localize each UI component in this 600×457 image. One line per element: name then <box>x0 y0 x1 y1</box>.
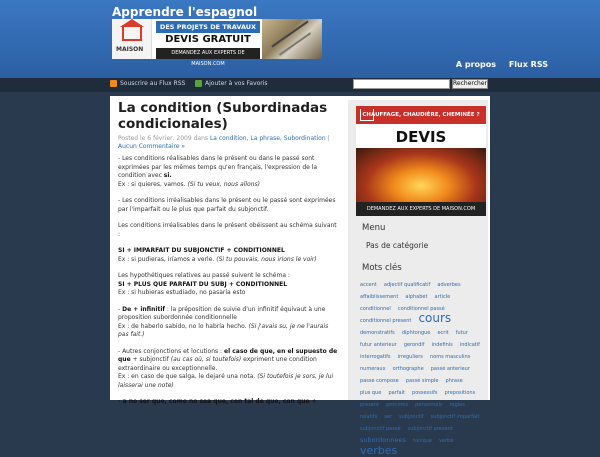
tag-link[interactable]: cours <box>418 311 452 325</box>
add-favorites-link[interactable]: Ajouter à vos Favoris <box>205 80 268 87</box>
tag-link[interactable]: numeraux <box>360 366 386 372</box>
paragraph: Les hypothétiques relatives au passé suivent le schéma : SI + PLUS QUE PARFAIT DU SUBJ + CONDITIONNEL Ex : si hubieras estudiado, no pasaría esto <box>118 272 290 296</box>
tags-heading: Mots clés <box>362 263 402 273</box>
menu-heading: Menu <box>362 223 386 233</box>
rss-icon <box>110 80 117 87</box>
post <box>118 100 338 405</box>
house-icon <box>360 109 374 121</box>
post-meta <box>118 135 338 151</box>
tag-link[interactable]: possessifs <box>412 390 438 396</box>
post-categories[interactable]: La condition, La phrase, Subordination <box>209 135 326 142</box>
tag-link[interactable]: demonstratifs <box>360 330 395 336</box>
category-item[interactable]: Pas de catégorie <box>366 241 429 250</box>
tag-link[interactable]: regles <box>449 402 465 408</box>
tag-link[interactable]: noms masculins <box>429 354 471 360</box>
tag-link[interactable]: passé anterieur <box>430 366 470 372</box>
tag-link[interactable]: passe compose <box>360 378 399 384</box>
paragraph: - Les conditions réalisables dans le présent ou dans le passé sont exprimées par les mêmes temps qu'en français, l'expression de la condition avec si. Ex : si quieres, vamos. (Si tu veux, nous allons) <box>118 155 318 188</box>
tag-link[interactable]: subjonctif imparfait <box>430 414 480 420</box>
meta-separator: | <box>327 135 330 142</box>
tag-link[interactable]: phrase <box>445 378 463 384</box>
tag-link[interactable]: adjectif qualificatif <box>383 282 431 288</box>
tag-link[interactable]: conditionnel passé <box>397 306 445 312</box>
tag-link[interactable]: prepositions <box>444 390 476 396</box>
tag-link[interactable]: orthographe <box>392 366 424 372</box>
tag-link[interactable]: affaiblissement <box>360 294 399 300</box>
ad-title: DEVIS <box>395 128 447 146</box>
tag-link[interactable]: futur anterieur <box>360 342 397 348</box>
tag-link[interactable]: pronoms <box>386 402 408 408</box>
banner-line2: DEVIS GRATUIT <box>165 34 251 45</box>
tag-link[interactable]: conditionnel <box>360 306 391 312</box>
site-title[interactable]: Apprendre l'espagnol <box>112 5 258 19</box>
tag-link[interactable]: diphtongue <box>401 330 431 336</box>
tag-link[interactable]: personnels <box>415 402 443 408</box>
nav-flux-rss[interactable]: Flux RSS <box>508 60 548 69</box>
maison-logo <box>112 19 152 59</box>
post-body <box>118 155 338 407</box>
post-date: Posted le 6 février, 2009 dans <box>118 135 209 142</box>
paragraph: - a no ser que, como no sea que, con tal de que, con que + <box>118 398 317 405</box>
paragraph: - Autres conjonctions et locutions : el caso de que, en el supuesto de que + subjonctif (au cas où, si toutefois) expriment une condition extraordinaire ou exceptionnelle. Ex : en caso de que salga, le dejaré una nota. (Si toutefois je sors, je lui laisserai une note) <box>118 347 338 389</box>
post-comments-link[interactable]: Aucun Commentaire » <box>118 143 186 150</box>
favorites-icon <box>195 80 202 87</box>
fireplace-image <box>356 148 486 202</box>
tag-link[interactable]: adverbes <box>437 282 461 288</box>
banner-line1: DES PROJETS DE TRAVAUX <box>156 21 260 33</box>
tag-link[interactable]: passé simple <box>405 378 439 384</box>
tag-link[interactable]: present <box>360 402 380 408</box>
tag-link[interactable]: verbe <box>439 438 454 444</box>
tag-link[interactable]: subjonctif passé <box>360 426 401 432</box>
banner-line3: DEMANDEZ AUX EXPERTS DE MAISON.COM <box>156 48 260 59</box>
tag-link[interactable]: conditionnel present <box>360 318 412 324</box>
tag-link[interactable]: parfait <box>388 390 405 396</box>
search-button[interactable]: Rechercher <box>453 80 487 87</box>
tag-link[interactable]: futur <box>455 330 468 336</box>
ad-bottom-text: DEMANDEZ AUX EXPERTS DE MAISON.COM <box>356 202 486 216</box>
tag-cloud <box>360 277 485 457</box>
tag-link[interactable]: indicatif <box>459 342 480 348</box>
tag-link[interactable]: accent <box>360 282 377 288</box>
tag-link[interactable]: subjonctif present <box>407 426 453 432</box>
search-input[interactable] <box>353 79 450 89</box>
rss-subscribe-link[interactable]: Souscrire au Flux RSS <box>120 80 186 87</box>
tag-link[interactable]: interrogatifs <box>360 354 391 360</box>
paragraph: SI + IMPARFAIT DU SUBJONCTIF + CONDITIONNEL Ex : si pudieras, iríamos a verle. (Si tu pouvais, nous irions le voir) <box>118 247 317 263</box>
house-icon <box>122 25 142 41</box>
paragraph: - De + infinitif : la préposition de suivie d'un infinitif équivaut à une proposition subordonnée conditionnelle Ex : de haberlo sabido, no lo habría hecho. (Si j'avais su, je ne l'aurais pas fait.) <box>118 305 329 338</box>
drill-bit-icon <box>271 21 308 48</box>
tag-link[interactable]: irreguliers <box>397 354 423 360</box>
paragraph: Les conditions irréalisables dans le présent obéissent au schéma suivant : <box>118 222 337 238</box>
ad-top-text: CHAUFFAGE, CHAUDIÈRE, CHEMINÉE ? <box>356 106 486 124</box>
tag-link[interactable]: alphabet <box>405 294 428 300</box>
banner-brand: MAISON <box>116 46 144 53</box>
tag-link[interactable]: article <box>434 294 451 300</box>
tag-link[interactable]: indefinis <box>431 342 453 348</box>
tag-link[interactable]: subordonnees <box>360 436 406 444</box>
tools-image <box>262 19 322 59</box>
tag-link[interactable]: ecrit <box>437 330 449 336</box>
tag-link[interactable]: relatifs <box>360 414 378 420</box>
tag-link[interactable]: gerondif <box>403 342 425 348</box>
sub-bar <box>0 78 600 92</box>
post-title[interactable]: La condition (Subordinadas condicionales) <box>118 100 328 132</box>
tag-link[interactable]: plus que <box>360 390 382 396</box>
tag-link[interactable]: ser <box>384 414 393 420</box>
tag-link[interactable]: subjonctif <box>399 414 424 420</box>
sidebar-ad-banner[interactable] <box>356 106 486 216</box>
paragraph: - Les conditions irréalisables dans le présent ou le passé sont exprimées par l'imparfait ou le plus que parfait du subjonctif. <box>118 197 336 213</box>
nav-a-propos[interactable]: A propos <box>455 60 496 69</box>
tag-link[interactable]: tonique <box>413 438 432 444</box>
tag-link[interactable]: verbes <box>360 444 398 457</box>
header-ad-banner[interactable] <box>112 19 322 67</box>
